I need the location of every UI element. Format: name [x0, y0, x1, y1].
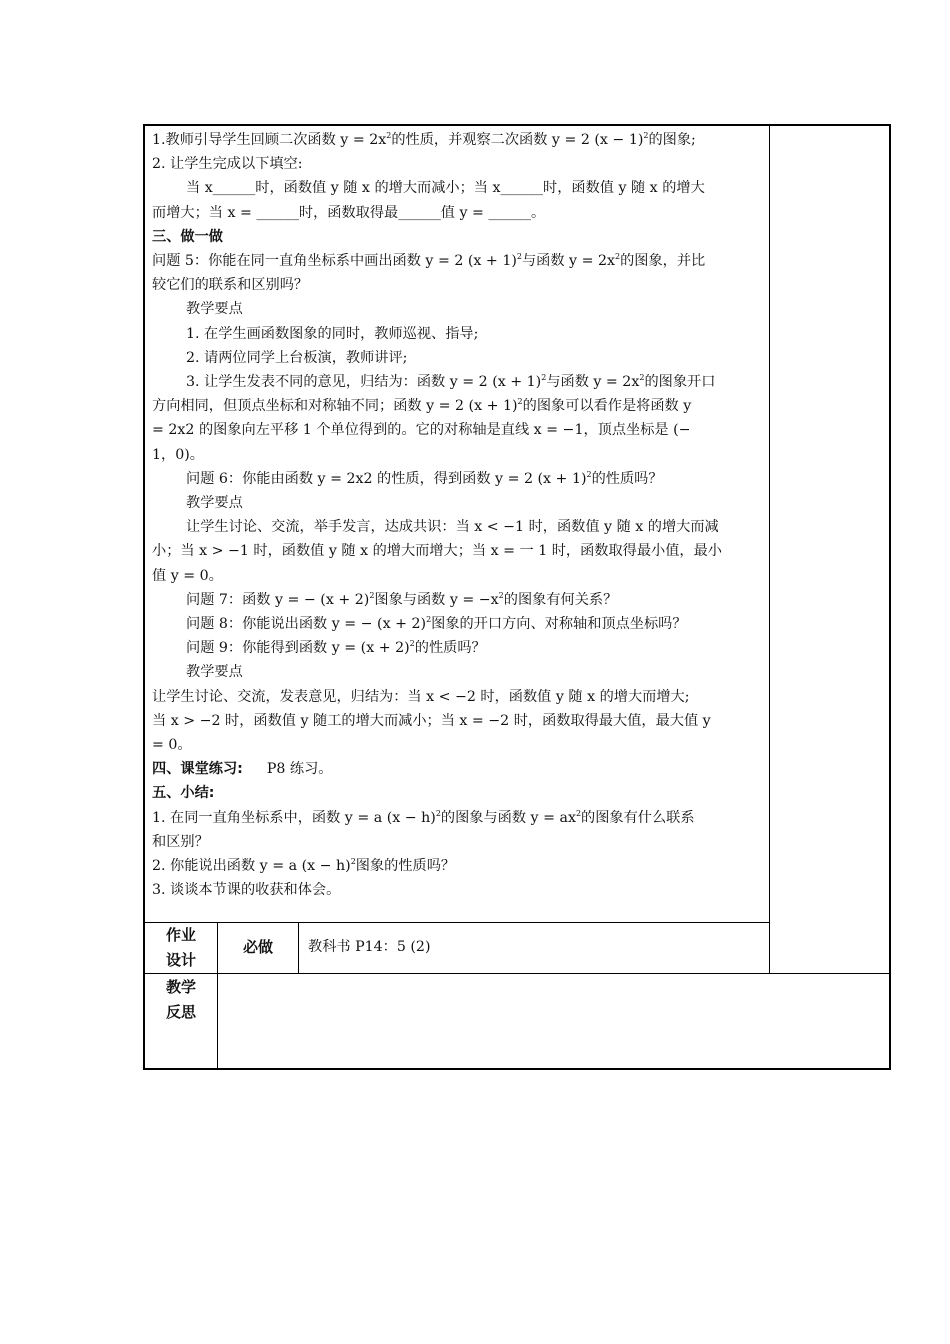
lesson-content — [152, 128, 764, 903]
teaching-point-1: 1. 在学生画函数图象的同时，教师巡视、指导; — [186, 325, 479, 342]
teaching-points-label: 教学要点 — [186, 495, 243, 512]
summary-item-1-line-1: 1. 在同一直角坐标系中，函数 y = a $(x - h)^2$的图象与函数 $y = ax^2$的图象有什么联系 — [152, 808, 695, 826]
section-practice — [152, 757, 764, 781]
question-8: 问题 8：你能说出函数 y = − $(x + 2)^2$图象的开口方向、对称轴和顶点坐标吗？ — [186, 615, 687, 633]
section-heading-practice: 四、课堂练习: — [152, 761, 243, 778]
reflection-row-top-border — [143, 973, 891, 974]
conclusion-line-1: 让学生讨论、交流，发表意见，归结为：当 x < −2 时，函数值 y 随 x 的增大而增大; — [152, 688, 690, 705]
teaching-point-3-line-4: 1，0)。 — [152, 446, 204, 463]
step-review-line: 1.教师引导学生回顾二次函数 $y = 2x^2$的性质，并观察二次函数 y = 2 $(x - 1)^2$的图象; — [152, 131, 696, 148]
consensus-line-1: 让学生讨论、交流，举手发言，达成共识：当 x < −1 时，函数值 y 随 x 的增大而减 — [186, 519, 719, 536]
section-heading-do-it: 三、做一做 — [152, 228, 223, 245]
reflection-label: 教学 反思 — [165, 978, 196, 1021]
summary-item-1-line-2: 和区别？ — [152, 833, 209, 850]
consensus-line-2: 小；当 x > −1 时，函数值 y 随 x 的增大而增大；当 x = 一 1 时，函数取得最小值，最小 — [152, 543, 722, 560]
practice-text: P8 练习。 — [266, 761, 333, 778]
question-7: 问题 7：函数 y = − $(x + 2)^2$图象与函数 $y = -x^2$的图象有何关系？ — [186, 590, 618, 608]
conclusion-line-2: 当 x > −2 时，函数值 y 随工的增大而减小；当 x = −2 时，函数取得最大值，最大值 y — [152, 712, 711, 729]
summary-item-3: 3. 谈谈本节课的收获和体会。 — [152, 882, 341, 899]
teaching-point-3-line-1: 3. 让学生发表不同的意见，归结为：函数 y = 2 $(x + 1)^2$与函数 $y = 2x^2$的图象开口 — [186, 373, 716, 391]
teaching-point-3-line-2: 方向相同，但顶点坐标和对称轴不同；函数 y = 2 $(x + 1)^2$的图象可以看作是将函数 y — [152, 397, 692, 415]
fill-blank-question-line-1: 当 x______时，函数值 y 随 x 的增大而减小；当 x______时，函数值 y 随 x 的增大 — [186, 180, 705, 197]
homework-label: 作业 设计 — [165, 926, 196, 969]
teaching-point-3-line-3: = 2x2 的图象向左平移 1 个单位得到的。它的对称轴是直线 x = −1，顶点坐标是 (− — [152, 422, 691, 439]
question-6: 问题 6：你能由函数 y = 2x2 的性质，得到函数 y = 2 $(x + 1)^2$的性质吗？ — [186, 469, 663, 487]
type-column-divider — [298, 922, 299, 974]
summary-item-2: 2. 你能说出函数 y = a $(x - h)^2$图象的性质吗？ — [152, 857, 456, 875]
teaching-points-label: 教学要点 — [186, 664, 243, 681]
question-5-line-2: 较它们的联系和区别吗？ — [152, 277, 309, 294]
teaching-point-2: 2. 请两位同学上台板演，教师讲评; — [186, 349, 408, 366]
right-column-divider — [769, 124, 770, 974]
question-9: 问题 9：你能得到函数 $y = (x + 2)^2$的性质吗？ — [186, 639, 486, 657]
homework-type: 必做 — [242, 938, 273, 956]
section-heading-summary: 五、小结: — [152, 785, 215, 802]
homework-text: 教科书 P14：5 (2) — [308, 939, 431, 955]
teaching-points-label: 教学要点 — [186, 301, 243, 318]
question-5-line-1: 问题 5：你能在同一直角坐标系中画出函数 y = 2 $(x + 1)^2$与函数 $y = 2x^2$的图象，并比 — [152, 252, 706, 270]
step-fill-blank-line: 2. 让学生完成以下填空: — [152, 156, 303, 173]
consensus-line-3: 值 y = 0。 — [152, 567, 223, 584]
fill-blank-question-line-2: 而增大；当 x = ______时，函数取得最______值 y = ______。 — [152, 204, 546, 221]
homework-row-top-border — [143, 922, 769, 923]
conclusion-line-3: = 0。 — [152, 737, 192, 754]
